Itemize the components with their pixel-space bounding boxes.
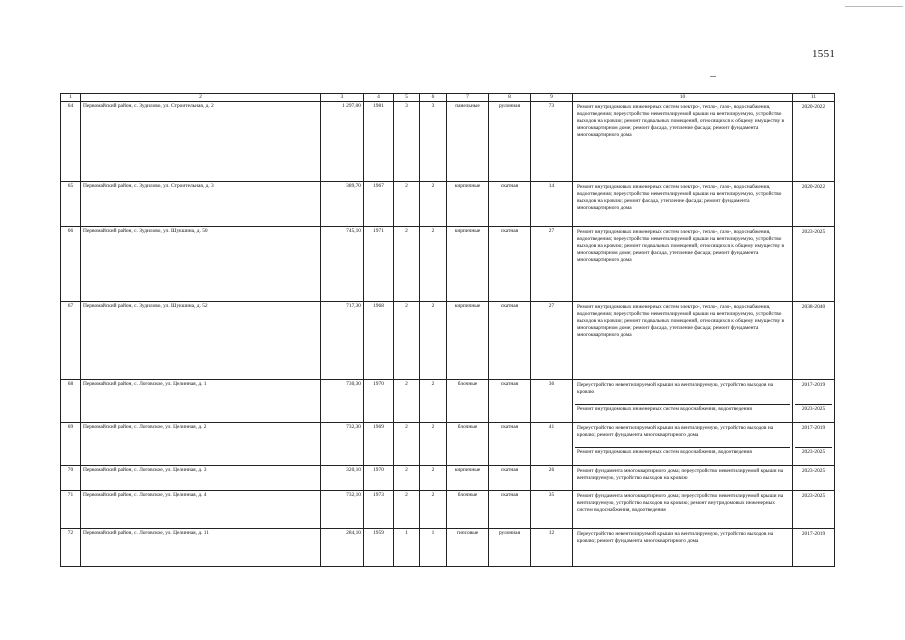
table-row: [61, 529, 835, 567]
wall-material-cell: кирпичные: [447, 466, 489, 491]
entrances-cell: 3: [420, 102, 447, 182]
address-cell: Первомайский район, с. Логовское, ул. Целинная, д. 4: [81, 491, 321, 529]
table-row: [61, 466, 835, 491]
floors-cell: 2: [394, 423, 420, 466]
period-cell: [793, 182, 835, 227]
header-row: [61, 94, 835, 102]
period-item: 2017-2019: [795, 424, 832, 448]
period-cell: [793, 466, 835, 491]
floors-cell: 2: [394, 302, 420, 380]
area-cell: 732,10: [321, 491, 364, 529]
works-cell: [573, 491, 793, 529]
table-row: [61, 380, 835, 423]
period-cell: [793, 102, 835, 182]
apartments-cell: 12: [531, 529, 573, 567]
row-number-cell: 67: [61, 302, 81, 380]
period-cell: [793, 491, 835, 529]
year-built-cell: 1967: [364, 182, 394, 227]
apartments-cell: 36: [531, 380, 573, 423]
work-item: Переустройство невентилируемой крыши на вентилируемую, устройство выходов на кровлю; ремонт фундамента многоквартирного дома: [577, 531, 774, 544]
table-row: [61, 227, 835, 302]
year-built-cell: 1970: [364, 380, 394, 423]
work-item: Ремонт внутридомовых инженерных систем водоснабжения, водоотведения: [577, 449, 752, 455]
column-header-5: 5: [394, 94, 420, 102]
address-cell: Первомайский район, с. Логовское, ул. Целинная, д. 3: [81, 466, 321, 491]
work-item: Ремонт внутридомовых инженерных систем электро-, тепло-, газо-, водоснабжения, водоотведения; переустройство невентилируемой крыши на вентилируемую, устройство выходов на кровлю; ремонт подвальных помещений, относящихся к общему имуществу в многоквартирном доме; ремонт фасада, утепление фасада; ремонт фундамента многоквартирного дома: [577, 229, 785, 263]
row-number-cell: 72: [61, 529, 81, 567]
area-cell: 717,30: [321, 302, 364, 380]
works-cell: [573, 466, 793, 491]
address-cell: Первомайский район, с. Логовское, ул. Целинная, д. 11: [81, 529, 321, 567]
year-built-cell: 1970: [364, 466, 394, 491]
year-built-cell: 1981: [364, 102, 394, 182]
address-cell: Первомайский район, с. Зудилово, ул. Шукшина, д. 50: [81, 227, 321, 302]
column-header-3: 3: [321, 94, 364, 102]
column-header-9: 9: [531, 94, 573, 102]
roof-type-cell: рулонная: [489, 529, 531, 567]
address-cell: Первомайский район, с. Зудилово, ул. Строительная, д. 3: [81, 182, 321, 227]
wall-material-cell: кирпичные: [447, 227, 489, 302]
address-cell: Первомайский район, с. Логовское, ул. Целинная, д. 2: [81, 423, 321, 466]
wall-material-cell: кирпичные: [447, 182, 489, 227]
works-cell: [573, 182, 793, 227]
roof-type-cell: рулонная: [489, 102, 531, 182]
works-cell: [573, 302, 793, 380]
period-item: 2023-2025: [801, 229, 826, 235]
work-item: Переустройство невентилируемой крыши на вентилируемую, устройство выходов на кровлю; ремонт фундамента многоквартирного дома: [575, 424, 790, 448]
floors-cell: 2: [394, 227, 420, 302]
period-item: 2017-2019: [795, 381, 832, 405]
row-number-cell: 69: [61, 423, 81, 466]
housing-repair-table: [60, 93, 835, 567]
row-number-cell: 65: [61, 182, 81, 227]
area-cell: 320,10: [321, 466, 364, 491]
column-header-6: 6: [420, 94, 447, 102]
work-item: Ремонт внутридомовых инженерных систем электро-, тепло-, газо-, водоснабжения, водоотведения; переустройство невентилируемой крыши на вентилируемую, устройство выходов на кровлю; ремонт подвальных помещений, относящихся к общему имуществу в многоквартирном доме; ремонт фасада, утепление фасада; ремонт фундамента многоквартирного дома: [577, 104, 785, 138]
work-item: Переустройство невентилируемой крыши на вентилируемую, устройство выходов на кровлю: [575, 381, 790, 405]
floors-cell: 2: [394, 182, 420, 227]
column-header-7: 7: [447, 94, 489, 102]
column-header-11: 11: [793, 94, 835, 102]
roof-type-cell: скатная: [489, 227, 531, 302]
entrances-cell: 1: [420, 529, 447, 567]
column-header-10: 10: [573, 94, 793, 102]
works-cell: [573, 529, 793, 567]
work-item: Ремонт внутридомовых инженерных систем электро-, тепло-, газо-, водоснабжения, водоотведения; переустройство невентилируемой крыши на вентилируемую, устройство выходов на кровлю; ремонт фасада, утепление фасада; ремонт фундамента многоквартирного дома: [577, 184, 782, 211]
work-item: Ремонт фундамента многоквартирного дома; переустройство невентилируемой крыши на вентилируемую, устройство выходов на кровлю: [577, 468, 784, 481]
column-header-8: 8: [489, 94, 531, 102]
scan-mark: [710, 76, 716, 77]
table-row: [61, 491, 835, 529]
floors-cell: 3: [394, 102, 420, 182]
apartments-cell: 27: [531, 227, 573, 302]
row-number-cell: 70: [61, 466, 81, 491]
row-number-cell: 66: [61, 227, 81, 302]
work-item: Ремонт внутридомовых инженерных систем водоснабжения, водоотведения: [577, 406, 752, 412]
area-cell: 732,30: [321, 423, 364, 466]
period-item: 2020-2022: [801, 104, 826, 110]
area-cell: 1 297,00: [321, 102, 364, 182]
table-row: [61, 182, 835, 227]
column-header-4: 4: [364, 94, 394, 102]
period-item: 2023-2025: [801, 468, 826, 474]
roof-type-cell: скатная: [489, 423, 531, 466]
entrances-cell: 2: [420, 466, 447, 491]
entrances-cell: 2: [420, 491, 447, 529]
area-cell: 389,70: [321, 182, 364, 227]
period-cell: [793, 227, 835, 302]
works-cell: [573, 227, 793, 302]
entrances-cell: 2: [420, 423, 447, 466]
floors-cell: 2: [394, 380, 420, 423]
column-header-2: 2: [81, 94, 321, 102]
year-built-cell: 1959: [364, 529, 394, 567]
apartments-cell: 73: [531, 102, 573, 182]
entrances-cell: 2: [420, 227, 447, 302]
page-edge-line: [845, 6, 903, 7]
work-item: Ремонт внутридомовых инженерных систем электро-, тепло-, газо-, водоснабжения, водоотведения; переустройство невентилируемой крыши на вентилируемую, устройство выходов на кровлю; ремонт подвальных помещений, относящихся к общему имуществу в многоквартирном доме; ремонт фасада, утепление фасада; ремонт фундамента многоквартирного дома: [577, 304, 785, 338]
period-item: 2023-2025: [801, 493, 826, 499]
period-item: 2023-2025: [801, 449, 826, 455]
address-cell: Первомайский район, с. Логовское, ул. Целинная, д. 1: [81, 380, 321, 423]
roof-type-cell: скатная: [489, 466, 531, 491]
roof-type-cell: скатная: [489, 302, 531, 380]
period-cell: [793, 423, 835, 466]
apartments-cell: 14: [531, 182, 573, 227]
period-cell: [793, 302, 835, 380]
column-header-1: 1: [61, 94, 81, 102]
wall-material-cell: кирпичные: [447, 302, 489, 380]
works-cell: [573, 423, 793, 466]
page-number: 1551: [812, 48, 836, 60]
works-cell: [573, 380, 793, 423]
row-number-cell: 71: [61, 491, 81, 529]
apartments-cell: 35: [531, 491, 573, 529]
apartments-cell: 27: [531, 302, 573, 380]
row-number-cell: 64: [61, 102, 81, 182]
year-built-cell: 1969: [364, 423, 394, 466]
period-cell: [793, 529, 835, 567]
apartments-cell: 26: [531, 466, 573, 491]
address-cell: Первомайский район, с. Зудилово, ул. Шукшина, д. 52: [81, 302, 321, 380]
entrances-cell: 2: [420, 380, 447, 423]
roof-type-cell: скатная: [489, 491, 531, 529]
wall-material-cell: гипсовые: [447, 529, 489, 567]
floors-cell: 2: [394, 466, 420, 491]
roof-type-cell: скатная: [489, 380, 531, 423]
wall-material-cell: панельные: [447, 102, 489, 182]
table-row: [61, 102, 835, 182]
table-row: [61, 423, 835, 466]
wall-material-cell: блочные: [447, 491, 489, 529]
period-item: 2038-2040: [801, 304, 826, 310]
floors-cell: 2: [394, 491, 420, 529]
table-body: [61, 102, 835, 567]
area-cell: 730,30: [321, 380, 364, 423]
apartments-cell: 41: [531, 423, 573, 466]
period-cell: [793, 380, 835, 423]
period-item: 2023-2025: [801, 406, 826, 412]
address-cell: Первомайский район, с. Зудилово, ул. Строительная, д. 2: [81, 102, 321, 182]
period-item: 2020-2022: [801, 184, 826, 190]
table-row: [61, 302, 835, 380]
period-item: 2017-2019: [801, 531, 826, 537]
work-item: Ремонт фундамента многоквартирного дома; переустройство невентилируемой крыши на вентилируемую, устройство выходов на кровлю; ремонт внутридомовых инженерных систем водоснабжения, водоотведения: [577, 493, 784, 513]
wall-material-cell: блочные: [447, 380, 489, 423]
area-cell: 745,10: [321, 227, 364, 302]
year-built-cell: 1971: [364, 227, 394, 302]
entrances-cell: 2: [420, 302, 447, 380]
year-built-cell: 1968: [364, 302, 394, 380]
roof-type-cell: скатная: [489, 182, 531, 227]
year-built-cell: 1973: [364, 491, 394, 529]
wall-material-cell: блочные: [447, 423, 489, 466]
row-number-cell: 68: [61, 380, 81, 423]
entrances-cell: 2: [420, 182, 447, 227]
floors-cell: 1: [394, 529, 420, 567]
works-cell: [573, 102, 793, 182]
area-cell: 284,10: [321, 529, 364, 567]
